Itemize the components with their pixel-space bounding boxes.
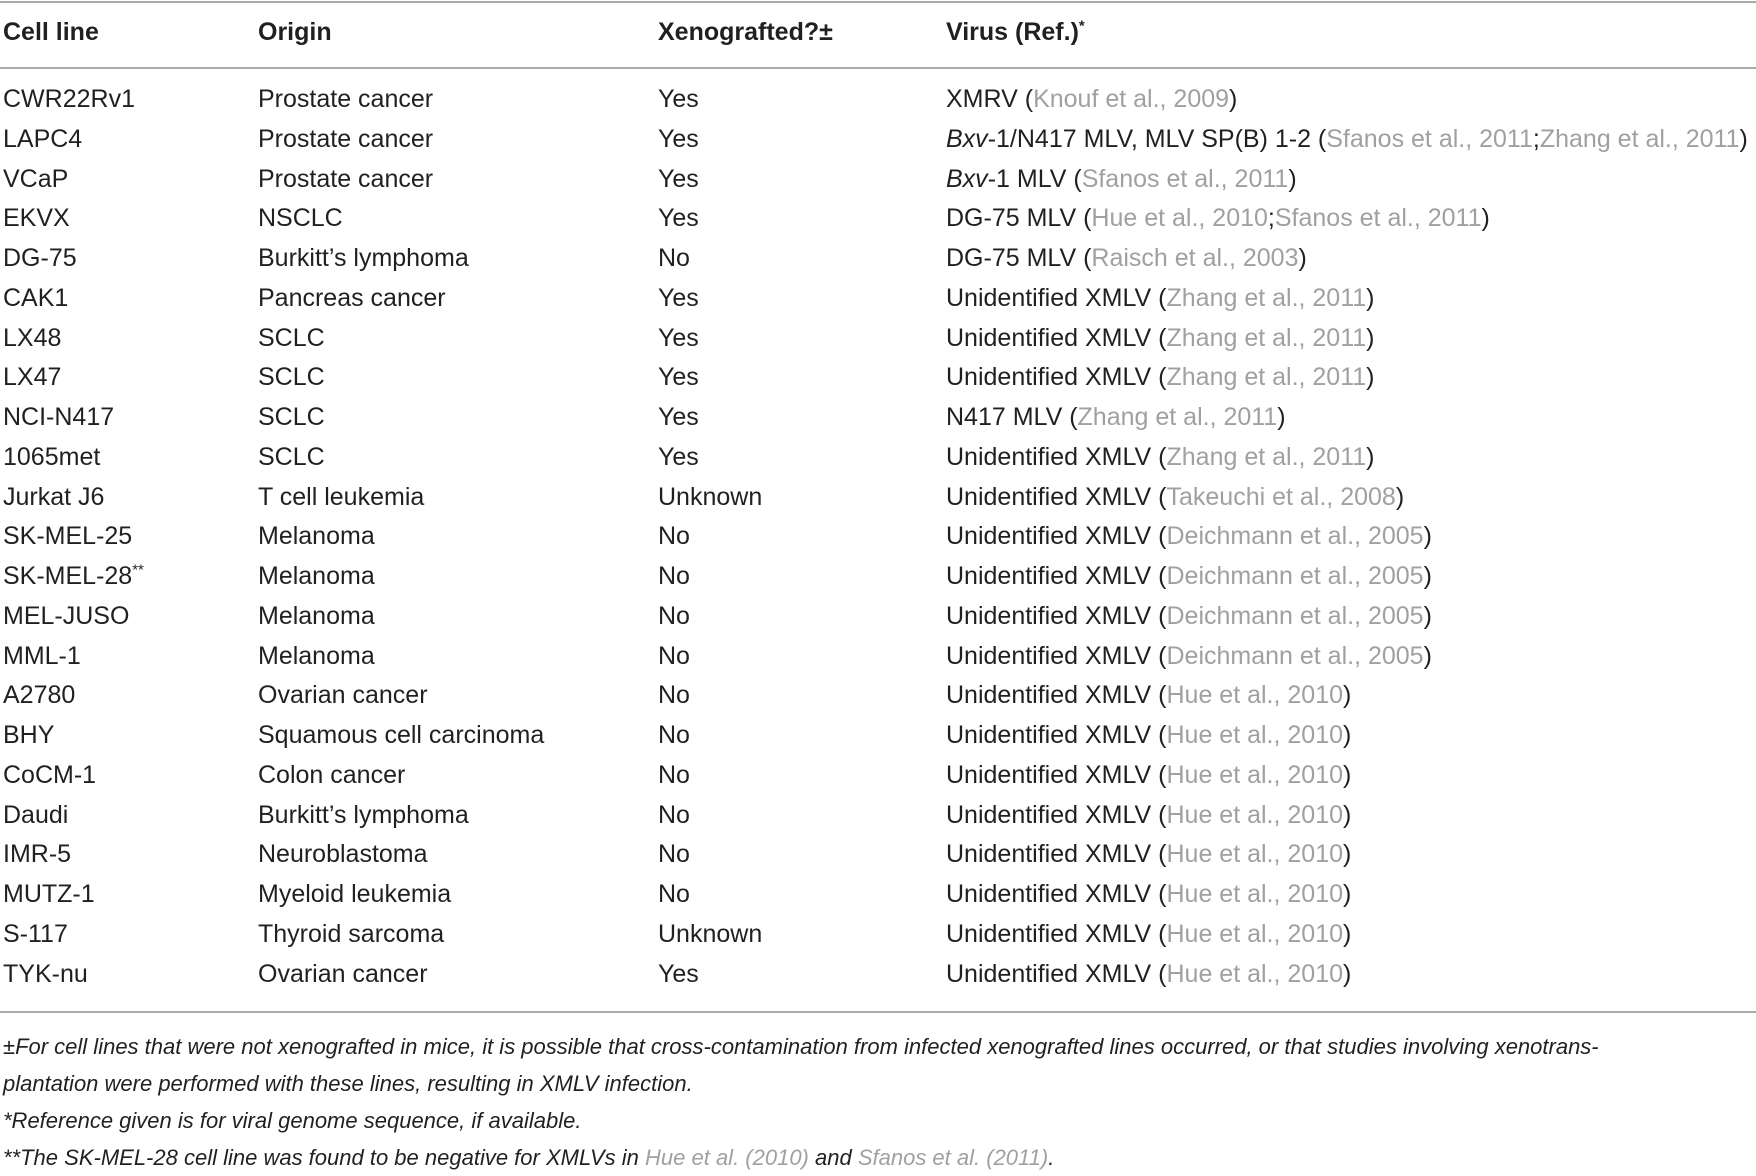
table-row (0, 796, 1756, 836)
virus-cell (946, 398, 1286, 438)
header-cell-line: Cell line (3, 18, 99, 46)
cell-line-name (3, 120, 82, 160)
table-row (0, 80, 1756, 120)
cell-line-text: MUTZ-1 (3, 880, 95, 908)
reference-link[interactable]: Zhang et al., 2011 (1539, 124, 1740, 153)
virus-text: Unidentified XMLV ( (946, 522, 1167, 551)
table-row (0, 239, 1756, 279)
origin-cell: SCLC (258, 403, 325, 431)
reference-link[interactable]: Zhang et al., 2011 (1166, 442, 1367, 471)
xenografted-cell: Yes (658, 323, 699, 352)
virus-text: ) (1343, 840, 1352, 869)
origin-cell: Ovarian cancer (258, 681, 428, 710)
virus-cell (946, 557, 1432, 597)
virus-text: Unidentified XMLV ( (946, 323, 1167, 352)
virus-text: ) (1343, 681, 1352, 710)
header-rule (0, 67, 1756, 69)
virus-text: ) (1229, 85, 1238, 113)
footnote-xenografted-line1: ±For cell lines that were not xenografted in mice, it is possible that cross-contamination from infected xenografted lines occurred, or that studies involving xenotrans- (3, 1034, 1599, 1059)
reference-link[interactable]: Zhang et al., 2011 (1166, 283, 1367, 312)
virus-text: ) (1343, 721, 1352, 749)
table-row (0, 637, 1756, 677)
xenografted-cell: No (658, 760, 690, 789)
origin-cell: Myeloid leukemia (258, 880, 452, 908)
footnote-sk-mel-28-and: and (808, 1145, 858, 1170)
virus-text: Unidentified XMLV ( (946, 482, 1167, 511)
virus-cell (946, 835, 1351, 875)
virus-text: Unidentified XMLV ( (946, 283, 1167, 312)
cell-line-name (3, 358, 61, 398)
cell-line-text: BHY (3, 721, 55, 749)
virus-cell (946, 716, 1351, 756)
origin-cell: Prostate cancer (258, 85, 434, 113)
virus-text: ) (1366, 323, 1375, 352)
virus-text: Unidentified XMLV ( (946, 562, 1167, 590)
cell-line-name (3, 478, 104, 518)
virus-text: ) (1277, 403, 1286, 431)
virus-cell (946, 676, 1351, 716)
reference-link[interactable]: Hue et al., 2010 (1166, 919, 1343, 948)
reference-link[interactable]: Hue et al., 2010 (1166, 880, 1343, 908)
origin-cell: Melanoma (258, 641, 375, 670)
virus-text: ) (1366, 283, 1375, 312)
cell-line-text: MEL-JUSO (3, 601, 130, 630)
origin-cell: Ovarian cancer (258, 959, 428, 988)
virus-text: ) (1343, 919, 1352, 948)
virus-text: Unidentified XMLV ( (946, 681, 1167, 710)
xenografted-cell: Unknown (658, 482, 763, 511)
origin-cell: Prostate cancer (258, 124, 434, 153)
footnote-ref-link[interactable]: Sfanos et al. (2011) (857, 1145, 1049, 1170)
footnote-reference: *Reference given is for viral genome sequence, if available. (3, 1108, 582, 1133)
virus-text: ) (1739, 124, 1748, 153)
virus-text: ) (1423, 562, 1432, 590)
footnote-sk-mel-28-end: . (1048, 1145, 1055, 1170)
virus-text: Unidentified XMLV ( (946, 919, 1167, 948)
table-row (0, 517, 1756, 557)
cell-line-name (3, 716, 54, 756)
cell-line-name (3, 955, 88, 995)
table-header-row (0, 14, 1756, 54)
table-row (0, 398, 1756, 438)
virus-text: Unidentified XMLV ( (946, 880, 1167, 908)
cell-line-text: CoCM-1 (3, 760, 97, 789)
virus-cell (946, 955, 1351, 995)
table-footnotes (3, 1028, 1753, 1176)
cell-line-name (3, 199, 70, 239)
virus-text: ) (1423, 641, 1432, 670)
virus-text: ) (1288, 164, 1297, 193)
cell-line-name (3, 398, 114, 438)
virus-text: ) (1366, 442, 1375, 471)
reference-link[interactable]: Zhang et al., 2011 (1077, 403, 1278, 431)
origin-cell: SCLC (258, 323, 325, 352)
reference-link[interactable]: Sfanos et al., 2011 (1326, 124, 1533, 153)
virus-text: XMRV ( (946, 85, 1034, 113)
cell-line-footnote-mark: ** (132, 561, 144, 579)
reference-link[interactable]: Hue et al., 2010 (1166, 721, 1343, 749)
table-row (0, 279, 1756, 319)
xenografted-cell: No (658, 522, 690, 551)
table-body (0, 80, 1756, 994)
virus-cell (946, 199, 1490, 239)
cell-line-text: IMR-5 (3, 840, 72, 869)
cell-line-text: SK-MEL-25 (3, 522, 133, 551)
virus-italic-text: Bxv (946, 164, 988, 193)
virus-text: ; (1267, 204, 1275, 233)
table-row (0, 120, 1756, 160)
xenografted-cell: No (658, 681, 690, 710)
virus-cell (946, 319, 1375, 359)
virus-cell (946, 160, 1297, 200)
cell-line-text: 1065met (3, 442, 101, 471)
virus-text: DG-75 MLV ( (946, 244, 1092, 272)
virus-text: DG-75 MLV ( (946, 204, 1092, 233)
virus-text: -1/N417 MLV, MLV SP(B) 1-2 ( (987, 124, 1327, 153)
reference-link[interactable]: Knouf et al., 2009 (1033, 85, 1230, 113)
reference-link[interactable]: Sfanos et al., 2011 (1274, 204, 1482, 233)
table-row (0, 875, 1756, 915)
virus-text: Unidentified XMLV ( (946, 442, 1167, 471)
cell-line-name (3, 676, 75, 716)
virus-cell (946, 279, 1375, 319)
cell-line-name (3, 239, 77, 279)
virus-text: Unidentified XMLV ( (946, 721, 1167, 749)
origin-cell: Colon cancer (258, 760, 406, 789)
virus-text: Unidentified XMLV ( (946, 760, 1167, 789)
origin-cell: Melanoma (258, 522, 375, 551)
origin-cell: SCLC (258, 442, 325, 471)
reference-link[interactable]: Deichmann et al., 2005 (1166, 522, 1424, 551)
origin-cell: Melanoma (258, 562, 375, 590)
footnote-xenografted-line2: plantation were performed with these lines, resulting in XMLV infection. (3, 1071, 693, 1096)
footnote-ref-link[interactable]: Hue et al. (2010) (645, 1145, 809, 1170)
table-row (0, 716, 1756, 756)
cell-line-name (3, 875, 95, 915)
virus-text: Unidentified XMLV ( (946, 601, 1167, 630)
xenografted-cell: Unknown (658, 919, 763, 948)
cell-line-text: Jurkat J6 (3, 482, 105, 511)
cell-line-name (3, 438, 100, 478)
header-virus-footnote-mark: * (1078, 17, 1085, 35)
cell-line-text: LX48 (3, 323, 62, 352)
virus-text: ) (1481, 204, 1490, 233)
xenografted-cell: No (658, 562, 690, 590)
table-row (0, 597, 1756, 637)
cell-line-text: MML-1 (3, 641, 81, 670)
virus-cell (946, 875, 1351, 915)
cell-line-name (3, 80, 135, 120)
xenografted-cell: No (658, 601, 690, 630)
reference-link[interactable]: Hue et al., 2010 (1166, 681, 1343, 710)
virus-text: Unidentified XMLV ( (946, 840, 1167, 869)
virus-cell (946, 478, 1404, 518)
cell-line-text: S-117 (3, 919, 68, 948)
origin-cell: Neuroblastoma (258, 840, 428, 869)
reference-link[interactable]: Deichmann et al., 2005 (1166, 641, 1424, 670)
origin-cell: Pancreas cancer (258, 283, 446, 312)
virus-text: -1 MLV ( (987, 164, 1082, 193)
cell-line-name (3, 517, 132, 557)
header-virus (946, 18, 1085, 47)
cell-line-name (3, 557, 144, 597)
virus-text: ) (1343, 880, 1352, 908)
xenografted-cell: No (658, 840, 690, 869)
virus-text: ) (1343, 760, 1352, 789)
virus-italic-text: Bxv (946, 124, 988, 153)
xenografted-cell: Yes (658, 959, 699, 988)
cell-line-text: EKVX (3, 204, 70, 233)
table-row (0, 478, 1756, 518)
cell-line-text: A2780 (3, 681, 76, 710)
virus-cell (946, 358, 1375, 398)
cell-line-text: LX47 (3, 363, 62, 392)
reference-link[interactable]: Sfanos et al., 2011 (1081, 164, 1289, 193)
xenografted-cell: No (658, 880, 690, 908)
virus-text: ) (1395, 482, 1405, 511)
cell-line-text: Daudi (3, 800, 69, 829)
cell-line-text: SK-MEL-28 (3, 562, 133, 590)
table-row (0, 756, 1756, 796)
virus-cell (946, 120, 1748, 160)
virus-text: Unidentified XMLV ( (946, 800, 1167, 829)
xenografted-cell: Yes (658, 85, 699, 113)
origin-cell: Burkitt’s lymphoma (258, 800, 469, 829)
cell-line-name (3, 319, 61, 359)
virus-text: ) (1366, 363, 1375, 392)
xenografted-cell: No (658, 721, 690, 749)
cell-line-name (3, 835, 71, 875)
virus-cell (946, 80, 1237, 120)
xenografted-cell: Yes (658, 363, 699, 392)
cell-line-text: LAPC4 (3, 124, 83, 153)
virus-cell (946, 239, 1307, 279)
origin-cell: Melanoma (258, 601, 375, 630)
virus-cell (946, 517, 1432, 557)
header-virus-label: Virus (Ref.) (946, 18, 1079, 46)
reference-link[interactable]: Raisch et al., 2003 (1091, 244, 1299, 272)
virus-cell (946, 756, 1351, 796)
table-row (0, 160, 1756, 200)
cell-line-name (3, 160, 68, 200)
cell-line-text: VCaP (3, 164, 69, 193)
virus-text: ) (1298, 244, 1307, 272)
virus-cell (946, 915, 1351, 955)
cell-line-name (3, 597, 129, 637)
reference-link[interactable]: Zhang et al., 2011 (1166, 363, 1367, 392)
virus-cell (946, 796, 1351, 836)
reference-link[interactable]: Hue et al., 2010 (1166, 760, 1343, 789)
xenografted-cell: No (658, 244, 690, 272)
reference-link[interactable]: Hue et al., 2010 (1166, 840, 1343, 869)
table-row (0, 676, 1756, 716)
virus-text: N417 MLV ( (946, 403, 1078, 431)
table-row (0, 199, 1756, 239)
table-row (0, 358, 1756, 398)
virus-text: Unidentified XMLV ( (946, 641, 1167, 670)
virus-cell (946, 438, 1375, 478)
virus-text: ) (1423, 601, 1432, 630)
origin-cell: Burkitt’s lymphoma (258, 244, 469, 272)
virus-cell (946, 637, 1432, 677)
table-row (0, 319, 1756, 359)
reference-link[interactable]: Hue et al., 2010 (1091, 204, 1268, 233)
xenografted-cell: Yes (658, 204, 699, 233)
cell-line-name (3, 915, 68, 955)
xenografted-cell: No (658, 641, 690, 670)
origin-cell: Prostate cancer (258, 164, 434, 193)
table-row (0, 955, 1756, 995)
xenografted-cell: Yes (658, 124, 699, 153)
cell-line-text: NCI-N417 (3, 403, 115, 431)
cell-line-text: CAK1 (3, 283, 69, 312)
footnote-sk-mel-28-text: **The SK-MEL-28 cell line was found to be negative for XMLVs in (3, 1145, 646, 1170)
xenografted-cell: No (658, 800, 690, 829)
table-row (0, 557, 1756, 597)
header-origin: Origin (258, 18, 332, 46)
virus-cell (946, 597, 1432, 637)
xenografted-cell: Yes (658, 442, 699, 471)
cell-line-name (3, 279, 68, 319)
top-rule (0, 1, 1756, 3)
header-xenografted: Xenografted?± (658, 18, 833, 46)
xenografted-cell: Yes (658, 164, 699, 193)
cell-line-name (3, 796, 68, 836)
origin-cell: SCLC (258, 363, 325, 392)
reference-link[interactable]: Deichmann et al., 2005 (1166, 601, 1424, 630)
reference-link[interactable]: Hue et al., 2010 (1166, 800, 1343, 829)
table-row (0, 915, 1756, 955)
table-row (0, 438, 1756, 478)
reference-link[interactable]: Hue et al., 2010 (1166, 959, 1343, 988)
cell-line-name (3, 756, 96, 796)
xenografted-cell: Yes (658, 403, 699, 431)
virus-text: ) (1343, 959, 1352, 988)
cell-line-text: TYK-nu (3, 959, 88, 988)
cell-line-text: DG-75 (3, 244, 77, 272)
origin-cell: T cell leukemia (258, 482, 425, 511)
bottom-rule (0, 1011, 1756, 1013)
virus-text: Unidentified XMLV ( (946, 959, 1167, 988)
reference-link[interactable]: Deichmann et al., 2005 (1166, 562, 1424, 590)
virus-text: Unidentified XMLV ( (946, 363, 1167, 392)
table-row (0, 835, 1756, 875)
origin-cell: Thyroid sarcoma (258, 919, 445, 948)
virus-text: ; (1532, 124, 1540, 153)
reference-link[interactable]: Zhang et al., 2011 (1166, 323, 1367, 352)
footnote-sk-mel-28 (3, 1139, 1753, 1176)
virus-text: ) (1343, 800, 1352, 829)
reference-link[interactable]: Takeuchi et al., 2008 (1166, 482, 1396, 511)
origin-cell: Squamous cell carcinoma (258, 721, 545, 749)
virus-text: ) (1423, 522, 1432, 551)
cell-line-text: CWR22Rv1 (3, 85, 135, 113)
xenografted-cell: Yes (658, 283, 699, 312)
origin-cell: NSCLC (258, 204, 343, 233)
cell-line-name (3, 637, 81, 677)
